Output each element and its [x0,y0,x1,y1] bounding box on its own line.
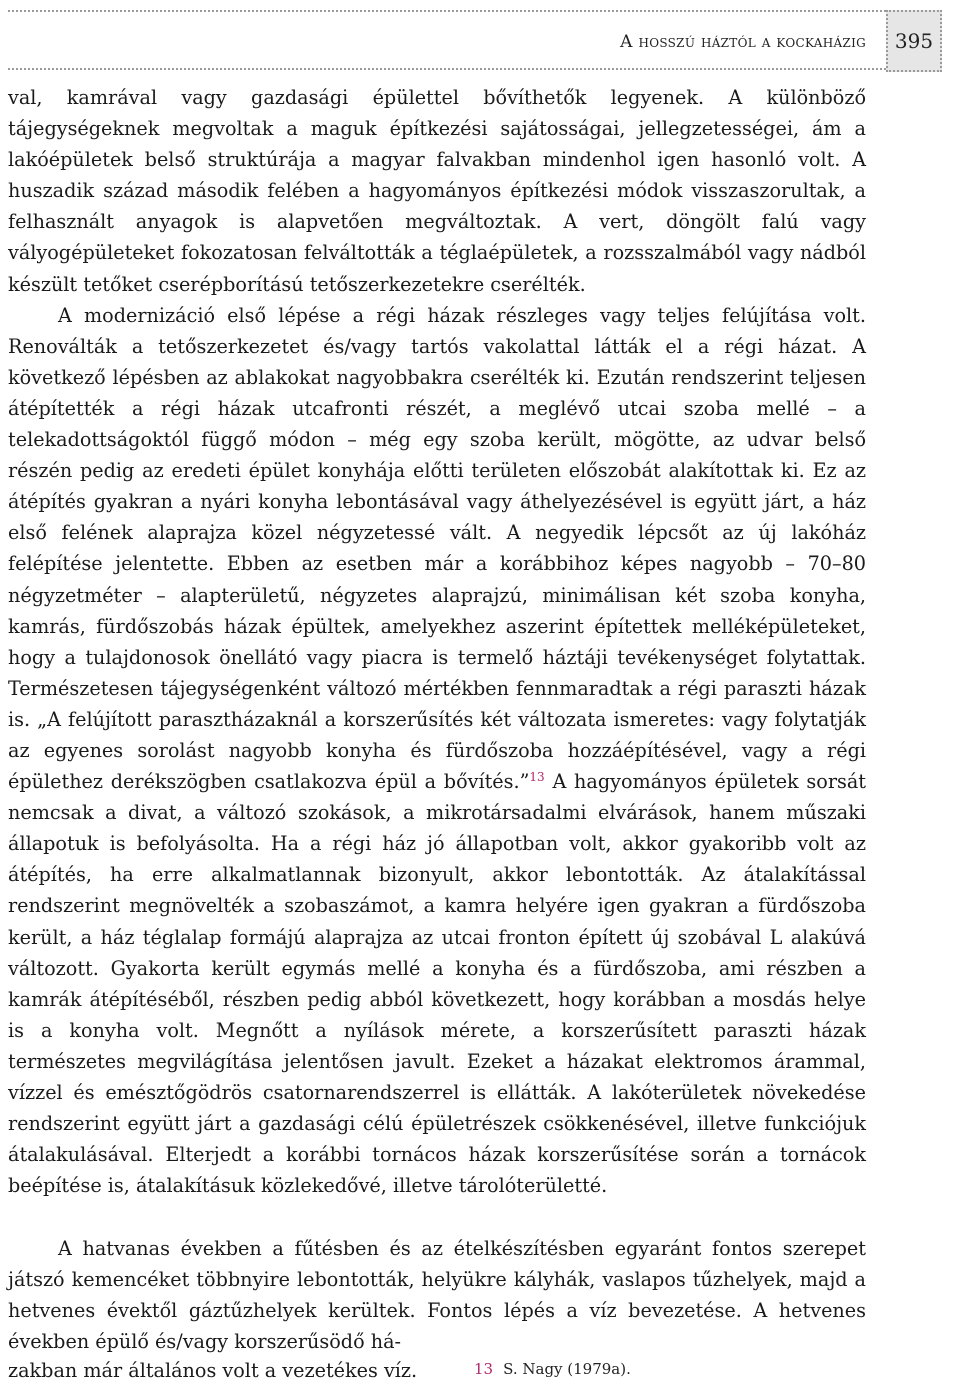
page-number: 395 [894,29,934,53]
footnote-text: S. Nagy (1979a). [503,1360,631,1378]
footnote-reference[interactable]: 13 [529,770,545,785]
header-dotted-rule-bottom [8,68,890,70]
paragraph-2-part-a: A modernizáció első lépése a régi házak részleges vagy teljes felújítása volt. Renoválták a tetőszerkezetet és/vagy tartós vakolattal látták el a régi házat. A következő lépésben az ablakokat nagyobbakra cserélték ki. Ezután rendszerint teljesen átépítették a régi házak utcafronti részét, a meglévő utcai szoba mellé – a telekadottságoktól függő módon – még egy szoba került, mögötte, az udvar belső részén pedig az eredeti épület konyhája előtti területen előszobát alakítottak ki. Ez az átépítés gyakran a nyári konyha lebontásával vagy áthelyezésével is együtt járt, a ház első felének alaprajza közel négyzetessé vált. A negyedik lépcsőt az új lakóház felépítése jelentette. Ebben az esetben már a korábbihoz képes nagyobb – 70–80 négyzetméter – alapterületű, négyzetes alaprajzú, minimálisan két szoba konyha, kamrás, fürdőszobás házak épültek, amelyekhez aszerint építettek melléképületeket, hogy a tulajdonosok önellátó vagy piacra is termelő háztáji tevékenységet folytattak. Természetesen tájegységenként változó mértékben fennmaradtak a régi paraszti házak is. „A felújított parasztházaknál a korszerűsítés két változata ismeretes: vagy folytatják az egyenes sorolást nagyobb konyha és fürdőszoba hozzáépítésével, vagy a régi épülethez derékszögben csatlakozva épül a bővítés.” [8,303,866,794]
page-header [0,0,960,76]
paragraph-3-ending: zakban már általános volt a vezetékes víz. [8,1359,418,1382]
paragraph-2 [8,300,866,1202]
paragraph-3-text: A hatvanas években a fűtésben és az ételkészítésben egyaránt fontos szerepet játszó kemencéket többnyire lebontották, helyükre kályhák, vaslapos tűzhelyek, majd a hetvenes évektől gáztűzhelyek kerültek. Fontos lépés a víz bevezetése. A hetvenes években épülő és/vagy korszerűsödő há- [8,1237,866,1354]
paragraph-2-part-b: A hagyományos épületek sorsát nemcsak a divat, a változó szokások, a mikrotársadalmi elvárások, hanem műszaki állapotuk is befolyásolta. Ha a régi ház jó állapotban volt, akkor gyakoribb volt az átépítés, ha erre alkalmatlannak bizonyult, akkor lebontották. Az átalakítással rendszerint megnövelték a szobaszámot, a kamra helyére igen gyakran a fürdőszoba került, a ház téglalap formájú alaprajza az utcai fronton épített új szobával L alakúvá változott. Gyakorta került egymás mellé a konyha és a fürdőszoba, ami részben a kamrák átépítéséből, részben pedig abból következett, hogy korábban a mosdás helye is a konyha volt. Megnőtt a nyílások mérete, a korszerűsített paraszti házak természetes megvilágítása jelentősen javult. Ezeket a házakat elektromos árammal, vízzel és emésztőgödrös csatornarendszerrel is ellátták. A lakóterületek növekedése rendszerint együtt járt a gazdasági célú épületrészek csökkenésével, illetve funkciójuk átalakulásával. Elterjedt a korábbi tornácos házak korszerűsítése során a tornácok beépítése is, átalakításuk közlekedővé, illetve tárolóterületté. [8,770,866,1198]
body-text [8,82,866,1201]
paragraph-3-block [8,1233,866,1357]
page-number-box [886,10,942,72]
header-dotted-rule-top [8,10,890,12]
paragraph-3-last-line [8,1355,866,1386]
running-title: A hosszú háztól a kockaházig [620,32,866,52]
paragraph-1: val, kamrával vagy gazdasági épülettel bővíthetők legyenek. A különböző tájegységeknek megvoltak a maguk építkezési sajátosságai, jellegzetességei, ám a lakóépületek belső struktúrája a magyar falvakban mindenhol igen hasonló volt. A huszadik század második felében a hagyományos építkezési módok visszaszorultak, a felhasznált anyagok is alapvetően megváltoztak. A vert, döngölt falú vagy vályogépületeket fokozatosan felváltották a téglaépületek, a rozsszalmából vagy nádból készült tetőket cserépborítású tetőszerkezetekre cserélték. [8,86,866,296]
footnote [474,1360,631,1378]
footnote-number: 13 [474,1360,494,1378]
